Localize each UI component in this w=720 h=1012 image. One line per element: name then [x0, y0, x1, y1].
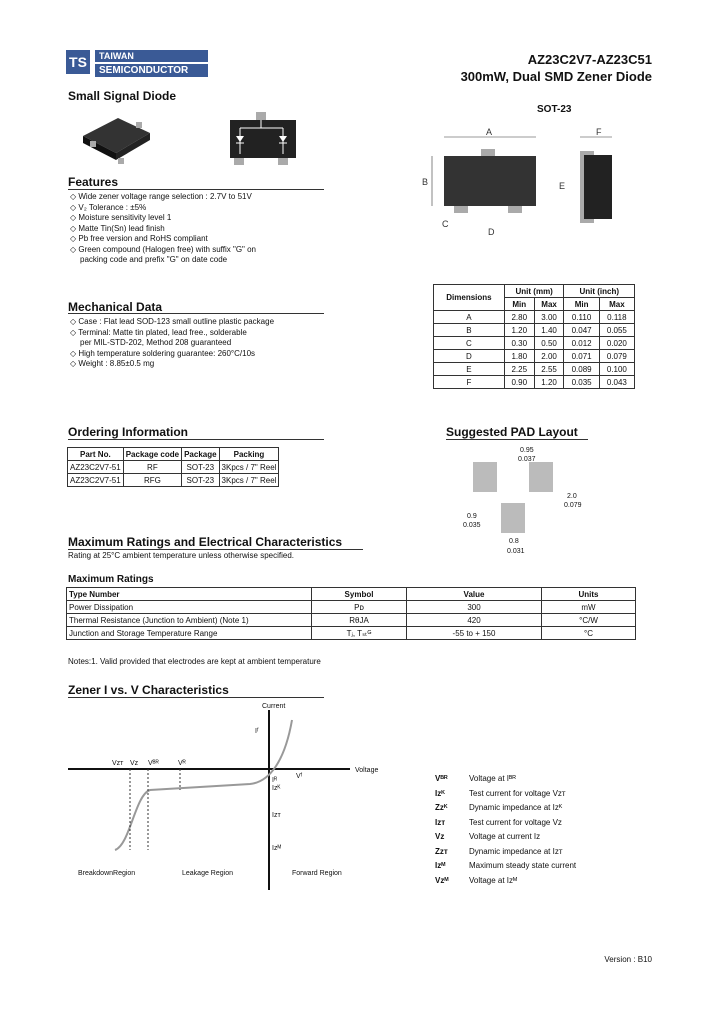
features-rule [68, 189, 324, 190]
mech-item: ◇ Case : Flat lead SOD-123 small outline plastic package [70, 317, 275, 326]
pad-dim-4: 0.8 [509, 538, 519, 545]
dim-label-d: D [488, 227, 495, 237]
table-row: C 0.30 0.50 0.012 0.020 [434, 337, 635, 350]
ratings-footnote: Notes:1. Valid provided that electrodes are kept at ambient temperature [68, 657, 321, 666]
mech-item: ◇ High temperature soldering guarantee: 260°C/10s [70, 348, 256, 358]
pad-layout-title: Suggested PAD Layout [446, 425, 578, 439]
legend-item: Zᴢᴛ Dynamic impedance at Iᴢᴛ [435, 846, 563, 856]
mech-item: per MIL-STD-202, Method 208 guaranteed [80, 338, 232, 347]
package-photo [78, 108, 158, 168]
ordering-rule [68, 439, 324, 440]
dimensions-table: Dimensions Unit (mm) Unit (inch) Min Max Min Max A 2.80 3.00 0.110 0.118 B 1.20 1.40 0.047 0.055 C 0.30 0.50 0.012 0.020 D 1.80 2.00 0.071 0.079 E 2.25 2.55 0.089 0.100 F 0.90 1.20 0.035 0.043 [433, 284, 635, 389]
logo-text-top: TAIWAN [95, 50, 208, 62]
package-label: SOT-23 [537, 104, 572, 115]
label-vr: Vᴿ [178, 760, 186, 767]
part-number-range: AZ23C2V7-AZ23C51 [527, 52, 652, 67]
label-if: Iᶠ [255, 728, 259, 735]
chart-title: Zener I vs. V Characteristics [68, 683, 229, 697]
dim-label-b: B [422, 177, 429, 187]
feature-item: ◇ Green compound (Halogen free) with suffix "G" on [70, 244, 256, 254]
document-subtitle: 300mW, Dual SMD Zener Diode [460, 69, 652, 84]
mechanical-title: Mechanical Data [68, 300, 163, 314]
legend-item: Iᴢᴹ Maximum steady state current [435, 861, 577, 870]
pad-dim-3: 0.9 [467, 513, 477, 520]
table-row: Junction and Storage Temperature Range Tⱼ, Tₛₜᴳ -55 to + 150 °C [67, 627, 636, 640]
pad-dim-4-inch: 0.031 [507, 548, 525, 555]
logo-mark: TS [66, 50, 90, 74]
table-row: E 2.25 2.55 0.089 0.100 [434, 363, 635, 376]
legend-item: Zᴢᴷ Dynamic impedance at Iᴢᴷ [435, 803, 563, 812]
label-izm: Iᴢᴹ [272, 845, 282, 852]
pad-dim-3-inch: 0.035 [463, 522, 481, 529]
table-row: Thermal Resistance (Junction to Ambient) (Note 1) RθJA 420 °C/W [67, 614, 636, 627]
pad-dim-2-inch: 0.079 [564, 502, 582, 509]
mechanical-list [70, 317, 330, 370]
label-izt: Iᴢᴛ [272, 812, 281, 819]
pad-layout-drawing [455, 440, 605, 560]
feature-item: ◇ Moisture sensitivity level 1 [70, 213, 172, 222]
ordering-table: Part No. Package code Package Packing AZ23C2V7-51 RF SOT-23 3Kpcs / 7" Reel AZ23C2V7-51 RFG SOT-23 3Kpcs / 7" Reel [67, 447, 279, 487]
label-vf: Vᶠ [296, 773, 303, 780]
table-row: D 1.80 2.00 0.071 0.079 [434, 350, 635, 363]
label-vz: Vᴢ [130, 760, 139, 767]
dimension-drawing [418, 125, 648, 245]
legend-item: Vᴢᴹ Voltage at Iᴢᴹ [435, 875, 518, 885]
label-vbr: Vᴮᴿ [148, 760, 159, 767]
ratings-title: Maximum Ratings and Electrical Characteristics [68, 535, 343, 549]
pad-dim-1: 0.95 [520, 447, 534, 454]
table-row: A 2.80 3.00 0.110 0.118 [434, 311, 635, 324]
forward-region: Forward Region [292, 870, 342, 877]
table-row: F 0.90 1.20 0.035 0.043 [434, 376, 635, 389]
small-signal-title: Small Signal Diode [68, 89, 177, 103]
ratings-subtitle: Maximum Ratings [68, 574, 154, 585]
features-title: Features [68, 175, 119, 189]
mech-item: ◇ Weight : 8.85±0.5 mg [70, 359, 155, 368]
feature-item: ◇ Matte Tin(Sn) lead finish [70, 223, 165, 233]
label-izk: Iᴢᴷ [272, 785, 281, 792]
pinout-diagram [226, 110, 302, 166]
leakage-region: Leakage Region [182, 870, 233, 877]
features-list [70, 192, 330, 266]
version-label: Version : B10 [604, 955, 652, 964]
legend-item: Vᴢ Voltage at current Iᴢ [435, 832, 541, 841]
mechanical-rule [68, 313, 324, 314]
legend-item: Iᴢᴷ Test current for voltage Vᴢᴛ [435, 788, 566, 798]
table-row: AZ23C2V7-51 RFG SOT-23 3Kpcs / 7" Reel [68, 474, 279, 487]
iv-chart [60, 700, 379, 900]
table-row: B 1.20 1.40 0.047 0.055 [434, 324, 635, 337]
dim-label-e: E [559, 181, 566, 191]
axis-current: Current [262, 703, 286, 710]
axis-voltage: Voltage [355, 767, 379, 774]
chart-rule [68, 697, 324, 698]
ratings-note: Rating at 25°C ambient temperature unless otherwise specified. [68, 551, 294, 560]
legend-item: Vᴮᴿ Voltage at Iᴮᴿ [435, 774, 516, 783]
ratings-rule [68, 549, 363, 550]
ratings-table: Type Number Symbol Value Units Power Dissipation Pᴅ 300 mW Thermal Resistance (Junction to Ambient) (Note 1) RθJA 420 °C/W Junction and Storage Temperature Range Tⱼ, Tₛₜᴳ -55 to + 150 °C [66, 587, 636, 640]
mech-item: ◇ Terminal: Matte tin plated, lead free., solderable [70, 327, 247, 337]
pad-dim-1-inch: 0.037 [518, 456, 536, 463]
dim-label-a: A [486, 127, 493, 137]
label-vzt: Vᴢᴛ [112, 760, 124, 767]
dim-label-c: C [442, 219, 449, 229]
feature-item: ◇ V₂ Tolerance : ±5% [70, 202, 147, 212]
breakdown-region: BreakdownRegion [78, 870, 136, 877]
feature-item: ◇ Pb free version and RoHS compliant [70, 234, 208, 243]
legend-item: Iᴢᴛ Test current for voltage Vᴢ [435, 817, 562, 827]
table-row: Power Dissipation Pᴅ 300 mW [67, 601, 636, 614]
pad-dim-2: 2.0 [567, 493, 577, 500]
feature-item: ◇ Wide zener voltage range selection : 2.7V to 51V [70, 192, 252, 201]
feature-item: packing code and prefix "G" on date code [80, 255, 228, 264]
label-ir: Iᴿ [272, 777, 278, 784]
symbol-legend [435, 772, 576, 888]
logo-text-bottom: SEMICONDUCTOR [95, 64, 208, 77]
ordering-title: Ordering Information [68, 425, 188, 439]
dim-label-f: F [596, 127, 602, 137]
table-row: AZ23C2V7-51 RF SOT-23 3Kpcs / 7" Reel [68, 461, 279, 474]
